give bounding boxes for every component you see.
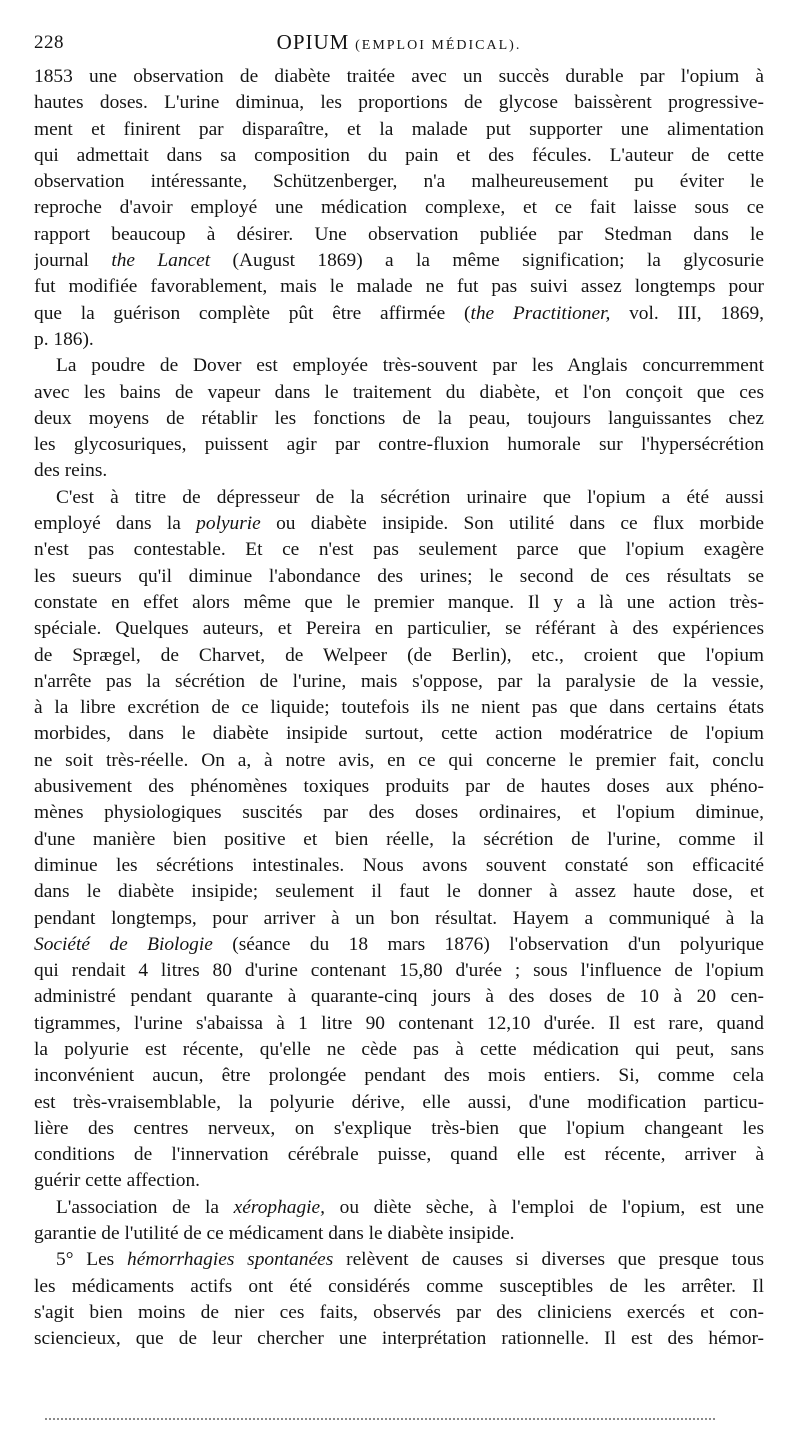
text-line: la polyurie est récente, qu'elle ne cède pas à cette médication qui peut, sans bbox=[34, 1038, 764, 1060]
italic-text: hémorrhagies spontanées bbox=[127, 1249, 334, 1271]
text-segment: vol. III, 1869, bbox=[610, 302, 764, 324]
text-line: abusivement des phénomènes toxiques produits par de hautes doses aux phéno- bbox=[34, 776, 764, 798]
text-line: les médicaments actifs ont été considérés comme susceptibles de les arrêter. Il bbox=[34, 1275, 764, 1297]
italic-text: polyurie bbox=[196, 513, 261, 535]
text-line: mènes physiologiques suscités par des doses ordinaires, et l'opium diminue, bbox=[34, 802, 764, 824]
text-line: les glycosuriques, puissent agir par contre-fluxion humorale sur l'hypersécrétion bbox=[34, 434, 764, 456]
text-line: qui rendait 4 litres 80 d'urine contenant 15,80 d'urée ; sous l'influence de l'opium bbox=[34, 960, 764, 982]
text-line: avec les bains de vapeur dans le traitement du diabète, et l'on conçoit que ces bbox=[34, 381, 764, 403]
text-line: n'arrête pas la sécrétion de l'urine, mais s'oppose, par la paralysie de la vessie, bbox=[34, 670, 764, 692]
text-line bbox=[34, 511, 764, 537]
text-line: pendant longtemps, pour arriver à un bon résultat. Hayem a communiqué à la bbox=[34, 907, 764, 929]
text-segment: ou diète sèche, à l'emploi de l'opium, est une bbox=[325, 1196, 764, 1218]
text-line: fut modifiée favorablement, mais le malade ne fut pas suivi assez longtemps pour bbox=[34, 276, 764, 298]
text-line: à la libre excrétion de ce liquide; toutefois ils ne nient pas que dans certains états bbox=[34, 697, 764, 719]
italic-text: xérophagie, bbox=[233, 1196, 326, 1218]
text-line: observation intéressante, Schützenberger, n'a malheureusement pu éviter le bbox=[34, 171, 764, 193]
text-line: administré pendant quarante à quarante-cinq jours à des doses de 10 à 20 cen- bbox=[34, 986, 764, 1008]
text-line: conditions de l'innervation cérébrale puisse, quand elle est récente, arriver à bbox=[34, 1144, 764, 1166]
text-segment: ou diabète insipide. Son utilité dans ce flux morbide bbox=[260, 513, 764, 535]
text-line: sciencieux, que de leur chercher une interprétation rationnelle. Il est des hémor- bbox=[34, 1328, 764, 1350]
text-segment: employé dans la bbox=[34, 513, 197, 535]
text-line bbox=[34, 301, 764, 327]
text-line: reproche d'avoir employé une médication complexe, et ce fait laisse sous ce bbox=[34, 197, 764, 219]
text-line: s'agit bien moins de nier ces faits, observés par des cliniciens exercés et con- bbox=[34, 1301, 764, 1323]
text-line: n'est pas contestable. Et ce n'est pas seulement parce que l'opium exagère bbox=[34, 539, 764, 561]
text-line bbox=[34, 1247, 764, 1273]
text-line: deux moyens de rétablir les fonctions de la peau, toujours languissantes chez bbox=[34, 407, 764, 429]
text-segment: que la guérison complète pût être affirmée ( bbox=[34, 302, 471, 324]
text-line: qui admettait dans sa composition du pain et des fécules. L'auteur de cette bbox=[34, 144, 764, 166]
text-segment: 5° Les bbox=[56, 1249, 128, 1271]
running-title-subtitle: (EMPLOI MÉDICAL). bbox=[355, 38, 522, 53]
page-number: 228 bbox=[34, 32, 64, 53]
text-segment: (August 1869) a la même signification; la glycosurie bbox=[210, 250, 764, 272]
italic-text: the Practitioner, bbox=[470, 302, 611, 324]
text-line: La poudre de Dover est employée très-souvent par les Anglais concurremment bbox=[56, 355, 764, 377]
text-line: inconvénient aucun, être prolongée pendant des mois entiers. Si, comme cela bbox=[34, 1065, 764, 1087]
body-text bbox=[34, 64, 764, 1353]
text-line: spéciale. Quelques auteurs, et Pereira en particulier, se référant à des expériences bbox=[34, 618, 764, 640]
text-line bbox=[34, 1195, 764, 1221]
footer-rule bbox=[45, 1418, 715, 1420]
text-line: les sueurs qu'il diminue l'abondance des urines; le second de ces résultats se bbox=[34, 565, 764, 587]
text-line: est très-vraisemblable, la polyurie dérive, elle aussi, d'une modification particu- bbox=[34, 1091, 764, 1113]
text-line: morbides, dans le diabète insipide surtout, cette action modératrice de l'opium bbox=[34, 723, 764, 745]
text-line: d'une manière bien positive et bien réelle, la sécrétion de l'urine, comme il bbox=[34, 828, 764, 850]
text-line bbox=[34, 932, 764, 958]
text-line bbox=[34, 248, 764, 274]
italic-text: the Lancet bbox=[111, 250, 211, 272]
italic-text: Société de Biologie bbox=[34, 933, 213, 955]
text-line: diminue les sécrétions intestinales. Nous avons souvent constaté son efficacité bbox=[34, 854, 764, 876]
text-line: 1853 une observation de diabète traitée avec un succès durable par l'opium à bbox=[34, 66, 764, 87]
text-line: ment et finirent par disparaître, et la malade put supporter une alimentation bbox=[34, 118, 764, 140]
text-line: constate en effet alors même que le premier manque. Il y a là une action très- bbox=[34, 591, 764, 613]
text-line: hautes doses. L'urine diminua, les proportions de glycose baissèrent progressive- bbox=[34, 92, 764, 114]
text-segment: (séance du 18 mars 1876) l'observation d'un polyurique bbox=[212, 933, 764, 955]
running-title bbox=[34, 30, 764, 55]
running-title-main: OPIUM bbox=[276, 30, 350, 54]
text-line: guérir cette affection. bbox=[34, 1170, 200, 1192]
text-line: tigrammes, l'urine s'abaissa à 1 litre 90 contenant 12,10 d'urée. Il est rare, quand bbox=[34, 1012, 764, 1034]
text-line: de Sprægel, de Charvet, de Welpeer (de Berlin), etc., croient que l'opium bbox=[34, 644, 764, 666]
text-line: rapport beaucoup à désirer. Une observation publiée par Stedman dans le bbox=[34, 223, 764, 245]
text-segment: relèvent de causes si diverses que presque tous bbox=[333, 1249, 764, 1271]
text-segment: journal bbox=[34, 250, 112, 272]
text-segment: L'association de la bbox=[56, 1196, 234, 1218]
text-line: des reins. bbox=[34, 460, 108, 482]
text-line: p. 186). bbox=[34, 328, 94, 350]
text-line: lière des centres nerveux, on s'explique très-bien que l'opium changeant les bbox=[34, 1117, 764, 1139]
text-line: C'est à titre de dépresseur de la sécrétion urinaire que l'opium a été aussi bbox=[56, 486, 764, 508]
text-line: dans le diabète insipide; seulement il faut le donner à assez haute dose, et bbox=[34, 881, 764, 903]
text-line: ne soit très-réelle. On a, à notre avis, en ce qui concerne le premier fait, conclu bbox=[34, 749, 764, 771]
text-line: garantie de l'utilité de ce médicament dans le diabète insipide. bbox=[34, 1223, 515, 1245]
running-head bbox=[34, 30, 764, 58]
